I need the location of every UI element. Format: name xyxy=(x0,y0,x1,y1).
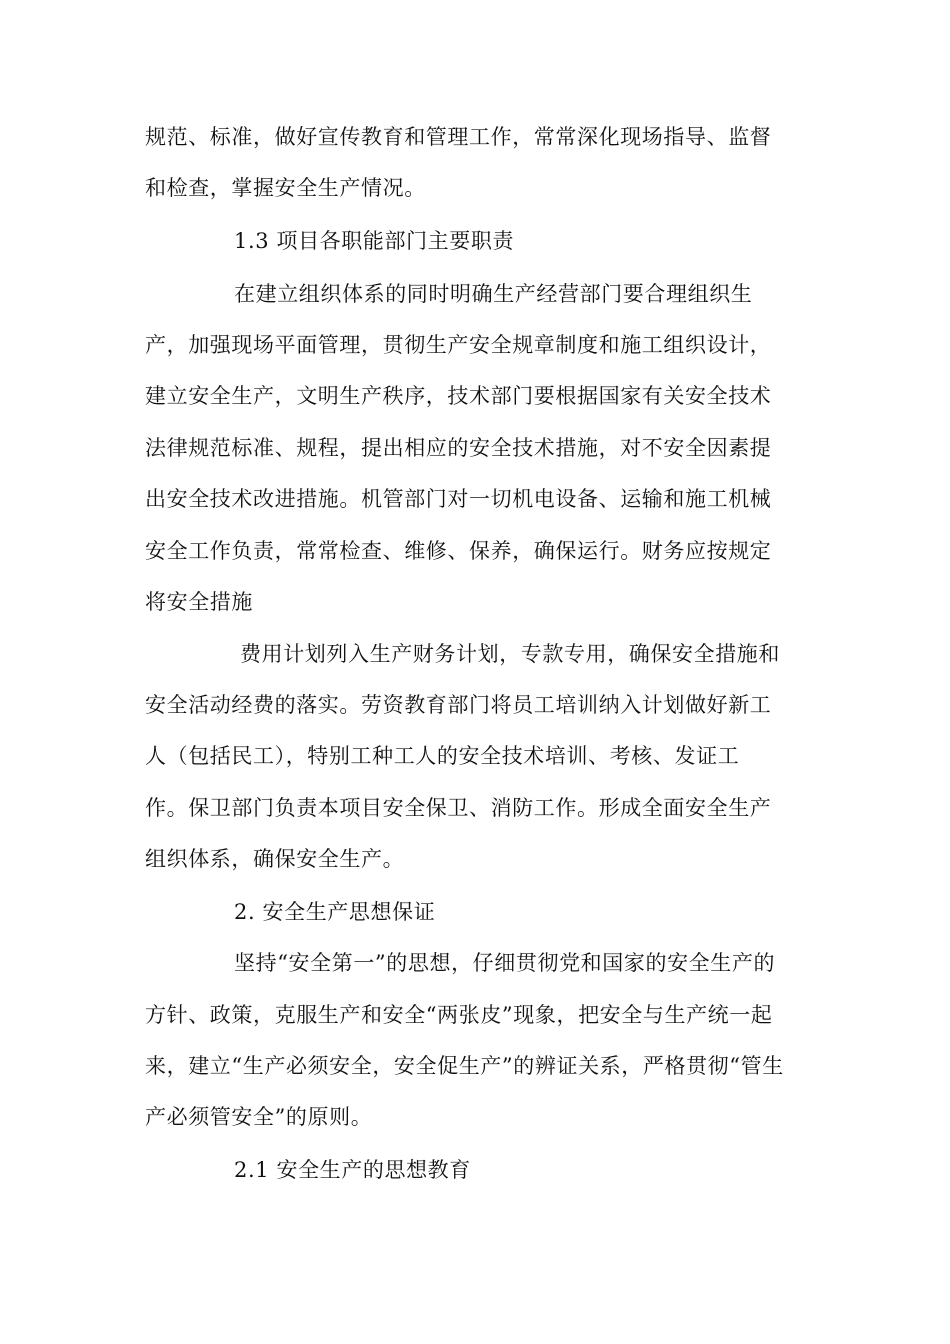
paragraph-start-line: 在建立组织体系的同时明确生产经营部门要合理组织生 xyxy=(234,282,753,306)
body-text-line: 作。保卫部门负责本项目安全保卫、消防工作。形成全面安全生产 xyxy=(145,796,772,820)
body-text-line: 产，加强现场平面管理，贯彻生产安全规章制度和施工组织设计， xyxy=(145,333,772,357)
body-text-line: 建立安全生产，文明生产秩序，技术部门要根据国家有关安全技术 xyxy=(145,384,772,408)
body-text-line: 将安全措施 xyxy=(145,590,253,614)
body-text-line: 出安全技术改进措施。机管部门对一切机电设备、运输和施工机械 xyxy=(145,487,772,511)
body-text-line: 组织体系，确保安全生产。 xyxy=(145,847,405,871)
body-text-line: 安全活动经费的落实。劳资教育部门将员工培训纳入计划做好新工 xyxy=(145,693,772,717)
paragraph-start-line: 坚持“安全第一”的思想，仔细贯彻党和国家的安全生产的 xyxy=(234,951,776,975)
body-text-line: 和检查，掌握安全生产情况。 xyxy=(145,176,426,200)
body-text-line: 方针、政策，克服生产和安全“两张皮”现象，把安全与生产统一起 xyxy=(145,1003,773,1027)
body-text-line: 人（包括民工），特别工种工人的安全技术培训、考核、发证工 xyxy=(145,744,740,768)
section-heading-2: 2. 安全生产思想保证 xyxy=(234,900,436,924)
section-heading-2-1: 2.1 安全生产的思想教育 xyxy=(234,1158,471,1182)
body-text-line: 安全工作负责，常常检查、维修、保养，确保运行。财务应按规定 xyxy=(145,539,772,563)
section-heading-1-3: 1.3 项目各职能部门主要职责 xyxy=(234,229,515,253)
body-text-line: 规范、标准，做好宣传教育和管理工作，常常深化现场指导、监督 xyxy=(145,125,772,149)
paragraph-start-line: 费用计划列入生产财务计划，专款专用，确保安全措施和 xyxy=(240,642,780,666)
body-text-line: 产必须管安全”的原则。 xyxy=(145,1105,373,1129)
body-text-line: 法律规范标准、规程，提出相应的安全技术措施，对不安全因素提 xyxy=(145,436,772,460)
body-text-line: 来，建立“生产必须安全，安全促生产”的辨证关系，严格贯彻“管生 xyxy=(145,1054,784,1078)
